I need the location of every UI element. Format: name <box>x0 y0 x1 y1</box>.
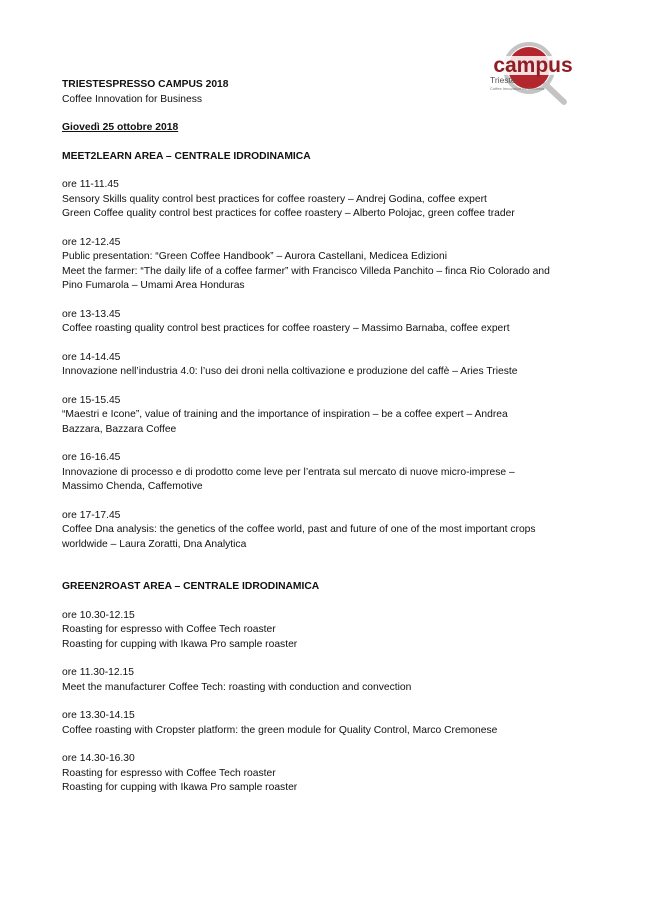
slot-description: Coffee roasting quality control best practices for coffee roastery – Massimo Barnaba, coffee expert <box>62 323 510 334</box>
slot-description: Green Coffee quality control best practices for coffee roastery – Alberto Polojac, green coffee trader <box>62 208 515 219</box>
program-section <box>62 580 602 796</box>
slot-time: ore 15-15.45 <box>62 394 121 406</box>
section-heading: MEET2LEARN AREA – CENTRALE IDRODINAMICA <box>62 150 311 162</box>
time-slot <box>62 666 602 695</box>
slot-description: worldwide – Laura Zoratti, Dna Analytica <box>62 538 247 550</box>
program-sections <box>62 150 602 796</box>
slot-description: Bazzara, Bazzara Coffee <box>62 423 177 435</box>
slot-time: ore 12-12.45 <box>62 236 121 248</box>
program-section <box>62 150 602 553</box>
slot-description: Roasting for espresso with Coffee Tech roaster <box>62 624 276 635</box>
slot-description: “Maestri e Icone”, value of training and the importance of inspiration – be a coffee expert – Andrea <box>62 409 508 420</box>
time-slot <box>62 351 602 380</box>
time-slot <box>62 394 602 438</box>
slot-description: Public presentation: “Green Coffee Handbook” – Aurora Castellani, Medicea Edizioni <box>62 251 448 262</box>
logo-word: campus <box>493 54 573 77</box>
slot-time: ore 14-14.45 <box>62 351 121 363</box>
time-slot <box>62 509 602 553</box>
slot-time: ore 11.30-12.15 <box>62 667 134 678</box>
slot-description: Coffee roasting with Cropster platform: the green module for Quality Control, Marco Cremonese <box>62 724 498 736</box>
document-content <box>62 78 602 796</box>
time-slot <box>62 178 602 222</box>
logo-tagline: Coffee Innovation for Business <box>490 86 545 91</box>
time-slot <box>62 709 602 738</box>
slot-description: Sensory Skills quality control best practices for coffee roastery – Andrej Godina, coffee expert <box>62 193 487 205</box>
slot-description: Massimo Chenda, Caffemotive <box>62 481 203 492</box>
slot-time: ore 17-17.45 <box>62 509 121 521</box>
slot-time: ore 13-13.45 <box>62 308 121 320</box>
document-title: TRIESTESPRESSO CAMPUS 2018 <box>62 79 229 90</box>
time-slot <box>62 451 602 495</box>
slot-time: ore 16-16.45 <box>62 452 121 463</box>
slot-description: Innovazione nell’industria 4.0: l’uso dei droni nella coltivazione e produzione del caffè – Aries Trieste <box>62 366 518 377</box>
slot-description: Roasting for cupping with Ikawa Pro sample roaster <box>62 782 298 793</box>
logo-subword: Trieste <box>490 75 516 85</box>
slot-description: Roasting for espresso with Coffee Tech roaster <box>62 767 276 779</box>
section-heading: GREEN2ROAST AREA – CENTRALE IDRODINAMICA <box>62 581 320 592</box>
slot-description: Meet the farmer: “The daily life of a coffee farmer” with Francisco Villeda Panchito – finca Rio Colorado and <box>62 265 550 277</box>
slot-description: Roasting for cupping with Ikawa Pro sample roaster <box>62 638 298 650</box>
slot-time: ore 13.30-14.15 <box>62 710 135 721</box>
time-slot <box>62 236 602 294</box>
slot-description: Pino Fumarola – Umami Area Honduras <box>62 280 245 291</box>
slot-description: Meet the manufacturer Coffee Tech: roasting with conduction and convection <box>62 681 412 693</box>
time-slot <box>62 308 602 337</box>
slot-description: Innovazione di processo e di prodotto come leve per l’entrata sul mercato di nuove micro-imprese – <box>62 466 515 478</box>
slot-time: ore 10.30-12.15 <box>62 609 135 621</box>
document-subtitle: Coffee Innovation for Business <box>62 93 203 105</box>
slot-time: ore 11-11.45 <box>62 179 119 190</box>
time-slot <box>62 752 602 796</box>
slot-description: Coffee Dna analysis: the genetics of the coffee world, past and future of one of the most important crops <box>62 524 536 535</box>
event-date: Giovedì 25 ottobre 2018 <box>62 122 179 133</box>
time-slot <box>62 609 602 653</box>
slot-time: ore 14.30-16.30 <box>62 753 135 764</box>
